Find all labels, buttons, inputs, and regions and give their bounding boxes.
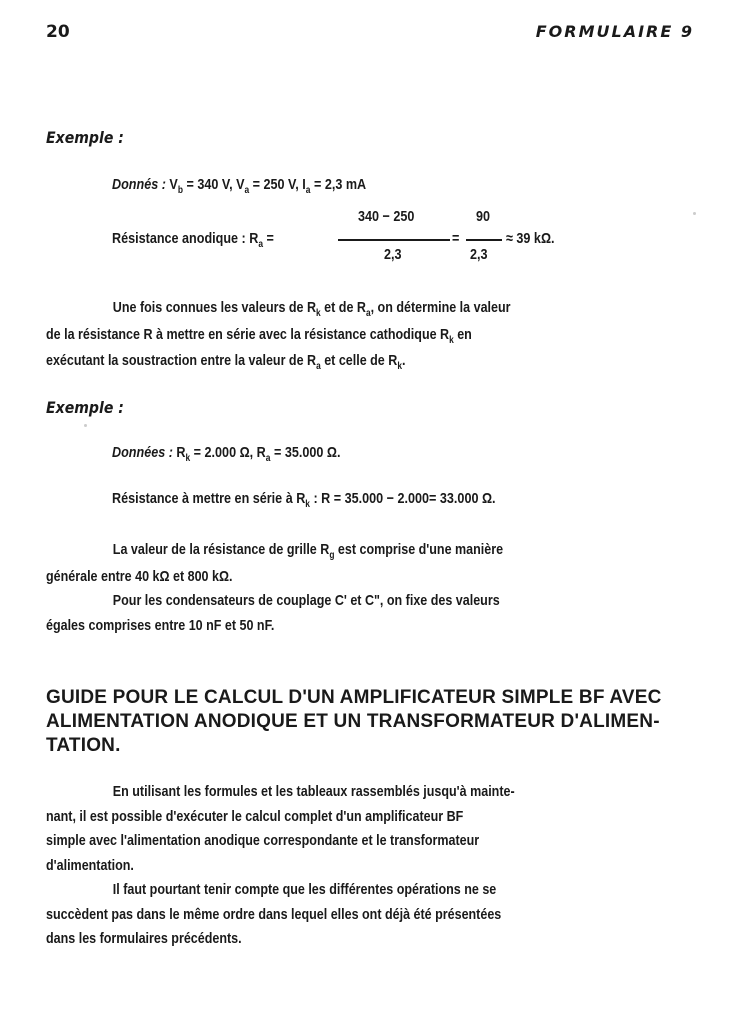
paragraph-2-line-4: égales comprises entre 10 nF et 50 nF.	[46, 616, 275, 634]
paragraph-1-line-3: exécutant la soustraction entre la valeur de $R_a$ et celle de $R_k$.	[46, 352, 406, 372]
given-text: $V_b = 340$ V, $V_a = 250$ V, $I_a = 2,3$ mA	[169, 176, 367, 196]
example-heading-2: Exemple :	[46, 398, 124, 417]
section-heading-line-3: TATION.	[46, 735, 121, 756]
section-heading-line-2: ALIMENTATION ANODIQUE ET UN TRANSFORMATEUR D'ALIMEN-	[46, 711, 660, 732]
fraction-numerator-1: 340 − 250	[358, 208, 415, 225]
paragraph-1	[46, 296, 714, 376]
paragraph-3-line-5: Il faut pourtant tenir compte que les différentes opérations ne se	[112, 881, 497, 898]
given-label: Donnés :	[112, 176, 166, 193]
paragraph-3-line-6: succèdent pas dans le même ordre dans lequel elles ont déjà été présentées	[46, 905, 502, 923]
paragraph-1-line-2: de la résistance R à mettre en série avec la résistance cathodique $R_k$ en	[46, 325, 472, 346]
paragraph-3-line-3: simple avec l'alimentation anodique correspondante et le transformateur	[46, 832, 480, 849]
section-heading	[46, 686, 706, 758]
page-number: 20	[46, 22, 70, 42]
scan-speck	[693, 212, 696, 215]
paragraph-2-line-3: Pour les condensateurs de couplage C' et C", on fixe des valeurs	[112, 592, 500, 609]
series-resistance-line: Résistance à mettre en série à $R_k$ : R = 35.000 − 2.000= 33.000 Ω.	[112, 490, 496, 510]
fraction-denominator-1: 2,3	[384, 246, 402, 263]
paragraph-2-line-2: générale entre 40 kΩ et 800 kΩ.	[46, 567, 233, 585]
example-heading-1: Exemple :	[46, 128, 124, 147]
fraction-denominator-2: 2,3	[470, 246, 488, 263]
running-header-title: FORMULAIRE 9	[535, 22, 694, 41]
fraction-numerator-2: 90	[476, 208, 491, 225]
paragraph-3-line-7: dans les formulaires précédents.	[46, 930, 242, 947]
paragraph-3-line-1: En utilisant les formules et les tableaux rassemblés jusqu'à mainte-	[112, 783, 515, 800]
paragraph-1-line-1: Une fois connues les valeurs de $R_k$ et de $R_a$, on détermine la valeur	[112, 299, 511, 319]
paragraph-3	[46, 780, 714, 952]
fraction-equals: =	[452, 230, 460, 247]
formula-result: ≈ 39 kΩ.	[506, 230, 555, 247]
given-label-2: Données :	[112, 444, 173, 461]
fraction-bar-2	[466, 239, 502, 241]
fraction-bar-1	[338, 239, 450, 241]
paragraph-2	[46, 538, 714, 638]
scan-speck	[84, 424, 87, 427]
given-values-2: Données : $R_k = 2.000$ Ω, $R_a = 35.000$ Ω.	[112, 444, 341, 464]
formula-label: Résistance anodique : $R_a$ =	[112, 230, 274, 250]
given-values-1	[112, 176, 367, 196]
paragraph-3-line-4: d'alimentation.	[46, 856, 134, 874]
paragraph-3-line-2: nant, il est possible d'exécuter le calcul complet d'un amplificateur BF	[46, 807, 464, 825]
section-heading-line-1: GUIDE POUR LE CALCUL D'UN AMPLIFICATEUR SIMPLE BF AVEC	[46, 687, 662, 708]
paragraph-2-line-1: La valeur de la résistance de grille $R_g$ est comprise d'une manière	[112, 541, 504, 561]
